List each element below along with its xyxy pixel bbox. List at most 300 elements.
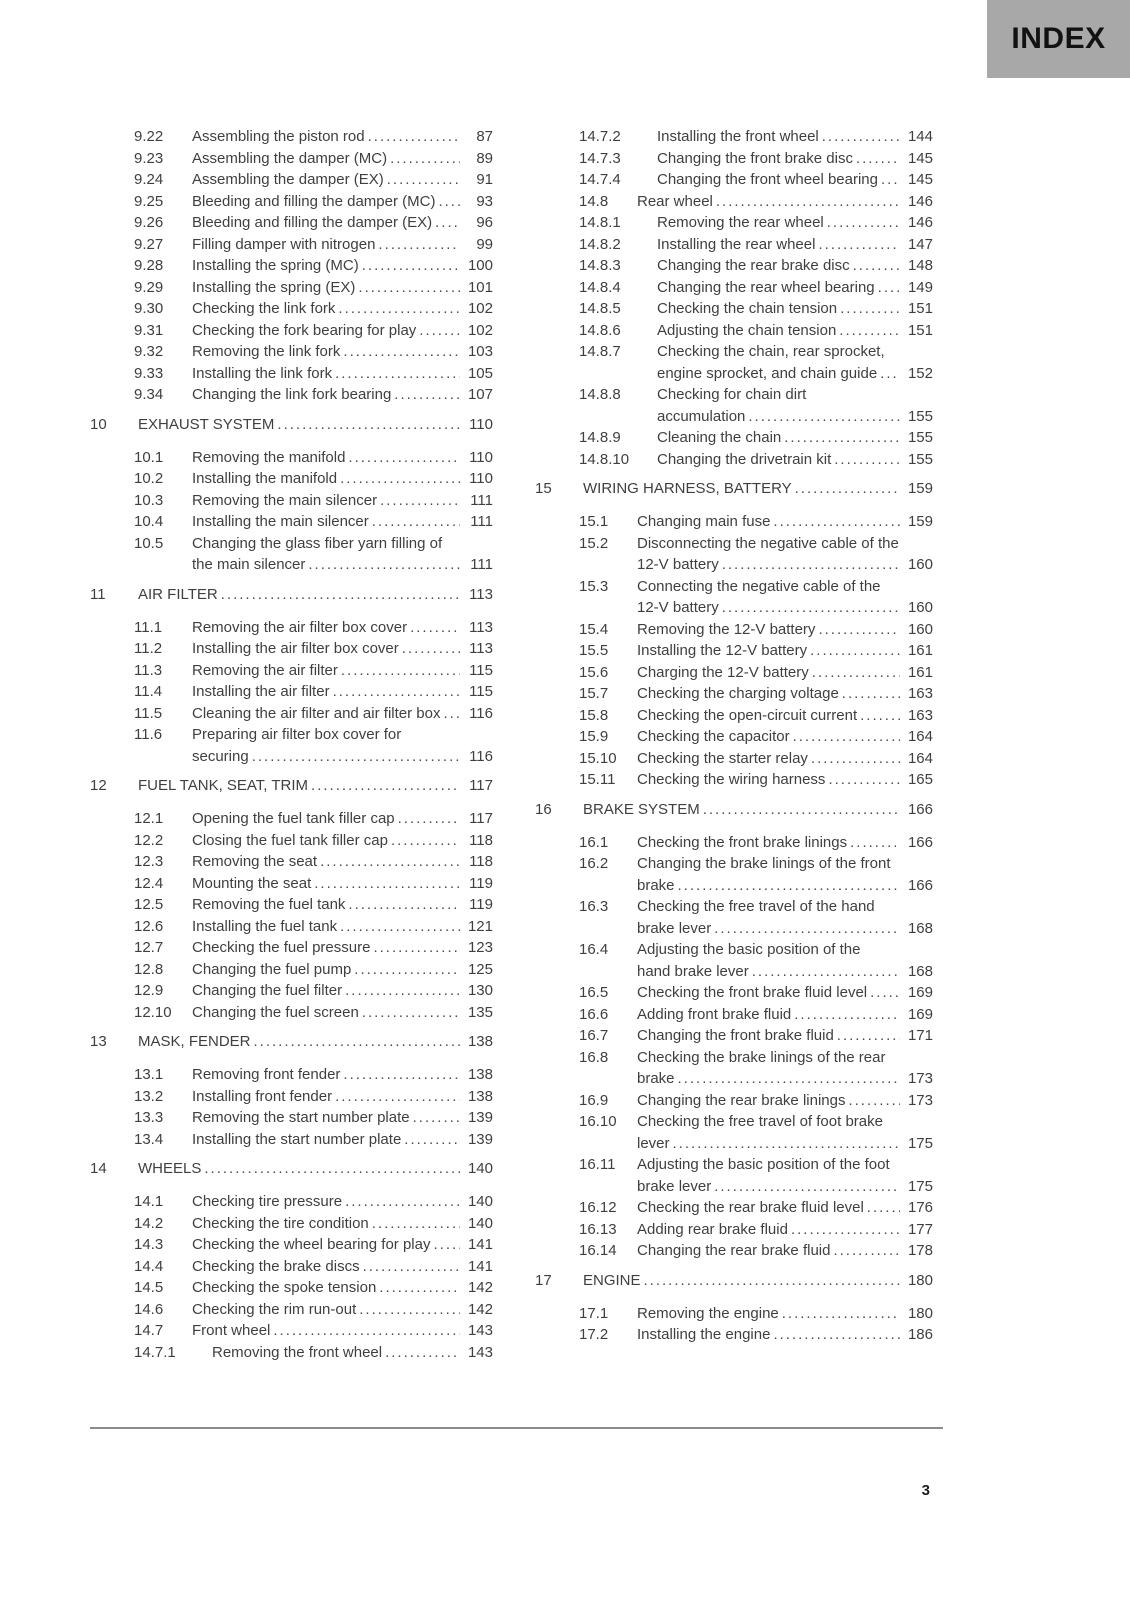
toc-entry-row[interactable] (535, 449, 933, 471)
dot-leader (881, 169, 900, 191)
dot-leader (362, 1002, 460, 1024)
toc-entry-line (637, 875, 933, 897)
toc-entry-page: 175 (907, 1177, 933, 1195)
toc-entry-line (192, 148, 493, 170)
dot-leader (703, 799, 900, 821)
toc-entry-title: Removing the engine (637, 1304, 779, 1322)
dot-leader (722, 597, 900, 619)
dot-leader (880, 363, 900, 385)
toc-entry-number: 14.8.4 (579, 278, 621, 296)
toc-entry-page: 159 (907, 513, 933, 530)
toc-entry-title: Removing the start number plate (192, 1109, 410, 1126)
toc-entry-row[interactable] (535, 234, 933, 256)
toc-entry-page: 160 (907, 556, 933, 573)
toc-entry-row[interactable] (90, 1086, 493, 1108)
toc-entry-row[interactable] (90, 363, 493, 385)
toc-entry-number: 16 (535, 800, 552, 818)
toc-entry-row[interactable] (90, 212, 493, 234)
toc-entry-page: 163 (907, 685, 933, 702)
dot-leader (372, 1213, 460, 1235)
toc-entry-page: 119 (469, 896, 493, 913)
toc-entry-page: 147 (907, 235, 933, 253)
toc-entry-row[interactable] (535, 1324, 933, 1346)
toc-entry-number: 12.4 (134, 874, 164, 892)
toc-entry-page: 141 (467, 1236, 493, 1253)
toc-entry-row[interactable] (535, 148, 933, 170)
dot-leader (810, 640, 900, 662)
toc-entry-page: 180 (907, 1304, 933, 1322)
toc-entry-number: 9.22 (134, 128, 164, 145)
toc-entry-row[interactable] (535, 126, 933, 148)
toc-entry-row[interactable] (90, 980, 493, 1002)
toc-entry-line (637, 1219, 933, 1241)
toc-entry-number: 16.6 (579, 1005, 609, 1023)
toc-entry-number: 9.32 (134, 343, 164, 360)
toc-entry-number: 14.7.3 (579, 149, 621, 167)
toc-entry-line (192, 511, 493, 533)
toc-entry-title: Checking the wiring harness (637, 771, 826, 788)
dot-leader (878, 277, 900, 299)
toc-entry-text (637, 1004, 933, 1026)
dot-leader (752, 961, 900, 983)
toc-entry-title: FUEL TANK, SEAT, TRIM (138, 777, 309, 794)
dot-leader (678, 1068, 900, 1090)
dot-leader (856, 148, 900, 170)
toc-entry-row[interactable] (535, 191, 933, 213)
toc-entry-row[interactable] (535, 769, 933, 791)
toc-entry-line (637, 1197, 933, 1219)
toc-entry-title: Opening the fuel tank filler cap (192, 810, 395, 827)
toc-entry-row[interactable] (90, 660, 493, 682)
toc-entry-page: 146 (907, 214, 933, 231)
toc-entry-page: 110 (469, 470, 493, 487)
toc-entry-title: Checking tire pressure (192, 1193, 343, 1210)
toc-entry-row[interactable] (535, 533, 933, 576)
toc-entry-line (212, 1342, 493, 1364)
toc-entry-page: 99 (476, 235, 493, 253)
toc-entry-row[interactable] (535, 662, 933, 684)
toc-entry-page: 111 (470, 556, 493, 573)
toc-entry-title: Checking the capacitor (637, 728, 790, 745)
toc-entry-number: 11.3 (134, 661, 163, 679)
toc-entry-row[interactable] (90, 937, 493, 959)
toc-entry-number: 9.25 (134, 192, 164, 210)
toc-entry-text (637, 683, 933, 705)
toc-entry-page: 115 (469, 661, 493, 679)
toc-entry-title: Closing the fuel tank filler cap (192, 831, 388, 849)
dot-leader (363, 1256, 460, 1278)
toc-entry-title: Changing the front wheel bearing (657, 171, 878, 188)
toc-entry-row[interactable] (90, 191, 493, 213)
toc-entry-title: Installing the spring (EX) (192, 278, 356, 296)
toc-entry-row[interactable] (90, 341, 493, 363)
toc-entry-number: 12.8 (134, 960, 164, 978)
toc-entry-row[interactable] (535, 341, 933, 384)
toc-entry-row[interactable] (90, 511, 493, 533)
toc-entry-page: 142 (467, 1300, 493, 1318)
toc-entry-text (192, 255, 493, 277)
dot-leader (433, 1234, 460, 1256)
toc-entry-row[interactable] (535, 1197, 933, 1219)
toc-entry-row[interactable] (90, 638, 493, 660)
toc-entry-text (637, 640, 933, 662)
toc-entry-page: 176 (907, 1199, 933, 1216)
toc-entry-number: 14.8.1 (579, 214, 621, 231)
toc-entry-row[interactable] (535, 212, 933, 234)
toc-entry-title: Installing the main silencer (192, 513, 369, 530)
toc-entry-text (657, 449, 933, 471)
toc-entry-text (657, 148, 933, 170)
toc-entry-line (637, 1154, 933, 1176)
toc-entry-row[interactable] (90, 447, 493, 469)
toc-entry-title: Front wheel (192, 1322, 271, 1339)
toc-entry-line (192, 1299, 493, 1321)
toc-entry-row[interactable] (90, 916, 493, 938)
toc-entry-page: 135 (467, 1003, 493, 1021)
toc-entry-number: 13 (90, 1033, 107, 1050)
toc-entry-title: Checking the chain, rear sprocket, (657, 343, 885, 360)
toc-entry-row[interactable] (90, 1320, 493, 1342)
toc-entry-page: 107 (467, 386, 493, 403)
dot-leader (402, 638, 460, 660)
toc-entry-row[interactable] (535, 277, 933, 299)
toc-entry-row[interactable] (90, 1107, 493, 1129)
toc-entry-row[interactable] (90, 1064, 493, 1086)
toc-entry-row[interactable] (535, 982, 933, 1004)
toc-entry-page: 117 (469, 810, 493, 827)
toc-entry-page: 186 (907, 1326, 933, 1343)
toc-entry-page: 138 (467, 1033, 493, 1050)
toc-entry-text (192, 468, 493, 490)
toc-entry-number: 16.11 (579, 1156, 616, 1173)
toc-entry-number: 12.2 (134, 831, 164, 849)
toc-entry-row[interactable] (535, 683, 933, 705)
dot-leader (343, 1064, 460, 1086)
toc-entry-text (657, 427, 933, 449)
toc-entry-row[interactable] (535, 1154, 933, 1197)
toc-entry-page: 152 (907, 364, 933, 382)
toc-entry-line (192, 1064, 493, 1086)
toc-entry-row[interactable] (535, 320, 933, 342)
toc-entry-number: 9.31 (134, 321, 164, 339)
toc-chapter-row[interactable] (90, 584, 493, 606)
dot-leader (387, 169, 460, 191)
toc-entry-row[interactable] (90, 277, 493, 299)
toc-entry-row[interactable] (90, 681, 493, 703)
toc-entry-page: 161 (907, 663, 933, 681)
toc-entry-row[interactable] (535, 1025, 933, 1047)
toc-entry-line (192, 1191, 493, 1213)
toc-entry-row[interactable] (90, 959, 493, 981)
toc-entry-title: Changing the fuel screen (192, 1003, 359, 1021)
toc-entry-row[interactable] (90, 617, 493, 639)
toc-entry-row[interactable] (90, 873, 493, 895)
toc-entry-text (192, 724, 493, 767)
toc-chapter-row[interactable] (90, 1158, 493, 1180)
toc-entry-row[interactable] (535, 748, 933, 770)
toc-entry-page: 144 (907, 128, 933, 145)
toc-entry-line (192, 468, 493, 490)
toc-entry-row[interactable] (535, 511, 933, 533)
toc-entry-title: Checking for chain dirt (657, 386, 807, 403)
toc-entry-line (192, 234, 493, 256)
toc-entry-number: 14.2 (134, 1214, 164, 1232)
toc-entry-title: Filling damper with nitrogen (192, 235, 376, 253)
toc-entry-line (192, 191, 493, 213)
toc-entry-row[interactable] (90, 851, 493, 873)
toc-entry-page: 100 (467, 257, 493, 274)
toc-entry-page: 91 (476, 171, 493, 188)
dot-leader (818, 619, 900, 641)
toc-entry-row[interactable] (535, 619, 933, 641)
toc-entry-page: 111 (470, 491, 493, 509)
toc-entry-text (637, 726, 933, 748)
toc-entry-row[interactable] (535, 169, 933, 191)
toc-entry-row[interactable] (535, 939, 933, 982)
toc-entry-row[interactable] (535, 853, 933, 896)
toc-entry-row[interactable] (90, 894, 493, 916)
toc-entry-line (192, 873, 493, 895)
toc-entry-number: 15.8 (579, 706, 609, 724)
toc-entry-page: 160 (907, 620, 933, 638)
dot-leader (373, 937, 460, 959)
toc-entry-page: 115 (469, 683, 493, 700)
toc-entry-row[interactable] (535, 705, 933, 727)
toc-entry-page: 175 (907, 1134, 933, 1152)
toc-column-left (90, 126, 493, 1363)
toc-entry-number: 13.1 (134, 1066, 164, 1083)
toc-entry-text (138, 584, 493, 606)
toc-entry-number: 14.8.10 (579, 450, 630, 468)
toc-entry-row[interactable] (535, 1303, 933, 1325)
dot-leader (308, 554, 460, 576)
toc-entry-row[interactable] (90, 169, 493, 191)
toc-entry-row[interactable] (90, 1277, 493, 1299)
toc-entry-row[interactable] (90, 126, 493, 148)
toc-entry-text (192, 363, 493, 385)
toc-entry-row[interactable] (90, 830, 493, 852)
toc-entry-row[interactable] (90, 703, 493, 725)
toc-entry-line (657, 363, 933, 385)
toc-entry-row[interactable] (535, 1240, 933, 1262)
toc-entry-row[interactable] (535, 576, 933, 619)
dot-leader (827, 212, 900, 234)
toc-entry-page: 166 (907, 833, 933, 851)
toc-entry-line (637, 640, 933, 662)
dot-leader (273, 1320, 460, 1342)
toc-entry-row[interactable] (535, 1111, 933, 1154)
toc-entry-title: lever (637, 1134, 670, 1152)
toc-entry-line (192, 724, 493, 746)
toc-entry-line (192, 554, 493, 576)
toc-entry-row[interactable] (90, 533, 493, 576)
toc-entry-line (192, 894, 493, 916)
toc-entry-title: Checking the spoke tension (192, 1279, 377, 1296)
toc-entry-text (637, 576, 933, 619)
toc-entry-number: 9.26 (134, 214, 164, 231)
toc-entry-line (192, 937, 493, 959)
dot-leader (362, 255, 460, 277)
toc-entry-row[interactable] (535, 255, 933, 277)
toc-entry-row[interactable] (535, 726, 933, 748)
toc-entry-row[interactable] (535, 1004, 933, 1026)
toc-entry-line (192, 363, 493, 385)
dot-leader (340, 468, 460, 490)
toc-entry-row[interactable] (90, 255, 493, 277)
toc-entry-row[interactable] (90, 1342, 493, 1364)
toc-entry-line (637, 705, 933, 727)
toc-entry-row[interactable] (90, 1299, 493, 1321)
dot-leader (842, 683, 900, 705)
toc-entry-title: Removing the main silencer (192, 491, 378, 509)
toc-entry-number: 14.8.8 (579, 386, 621, 403)
toc-chapter-row[interactable] (535, 1270, 933, 1292)
toc-entry-text (192, 959, 493, 981)
toc-entry-row[interactable] (535, 832, 933, 854)
toc-entry-row[interactable] (90, 1213, 493, 1235)
toc-entry-row[interactable] (90, 1191, 493, 1213)
toc-entry-line (192, 447, 493, 469)
toc-entry-number: 16.5 (579, 984, 609, 1001)
toc-entry-row[interactable] (90, 148, 493, 170)
toc-entry-row[interactable] (90, 298, 493, 320)
toc-entry-page: 130 (467, 982, 493, 999)
toc-entry-text (637, 1219, 933, 1241)
toc-entry-page: 173 (907, 1070, 933, 1087)
toc-entry-number: 12 (90, 777, 107, 794)
toc-entry-page: 138 (467, 1066, 493, 1083)
toc-entry-number: 15.2 (579, 534, 609, 552)
toc-entry-line (657, 427, 933, 449)
toc-entry-text (637, 939, 933, 982)
toc-entry-title: WIRING HARNESS, BATTERY (583, 480, 792, 497)
toc-entry-line (657, 320, 933, 342)
toc-chapter-row[interactable] (90, 414, 493, 436)
toc-entry-line (583, 1270, 933, 1292)
toc-entry-title: Installing the manifold (192, 470, 338, 487)
toc-entry-number: 14.7.4 (579, 171, 621, 188)
toc-entry-row[interactable] (90, 1234, 493, 1256)
dot-leader (413, 1107, 460, 1129)
toc-entry-row[interactable] (535, 384, 933, 427)
toc-entry-number: 10 (90, 415, 107, 433)
toc-entry-row[interactable] (535, 1090, 933, 1112)
toc-entry-row[interactable] (90, 1002, 493, 1024)
toc-entry-row[interactable] (535, 1219, 933, 1241)
toc-entry-title: Charging the 12-V battery (637, 663, 809, 681)
toc-entry-text (192, 980, 493, 1002)
toc-entry-number: 14.8.3 (579, 257, 621, 274)
toc-entry-title: EXHAUST SYSTEM (138, 415, 275, 433)
dot-leader (867, 1197, 900, 1219)
toc-entry-title: Mounting the seat (192, 874, 312, 892)
toc-chapter-row[interactable] (535, 478, 933, 500)
toc-entry-row[interactable] (535, 896, 933, 939)
toc-entry-line (192, 1256, 493, 1278)
toc-entry-number: 17.1 (579, 1304, 609, 1322)
toc-entry-number: 9.24 (134, 171, 164, 188)
toc-chapter-row[interactable] (535, 799, 933, 821)
toc-chapter-row[interactable] (90, 1031, 493, 1053)
toc-entry-row[interactable] (90, 384, 493, 406)
toc-entry-row[interactable] (90, 1129, 493, 1151)
toc-entry-text (637, 1111, 933, 1154)
toc-entry-text (637, 832, 933, 854)
toc-entry-page: 165 (907, 771, 933, 788)
toc-entry-text (657, 320, 933, 342)
toc-entry-row[interactable] (535, 298, 933, 320)
toc-entry-text (138, 1031, 493, 1053)
toc-entry-text (192, 830, 493, 852)
toc-entry-title: Changing the front brake disc (657, 149, 853, 167)
toc-chapter-row[interactable] (90, 775, 493, 797)
toc-entry-page: 171 (907, 1027, 933, 1044)
toc-entry-row[interactable] (535, 640, 933, 662)
toc-entry-number: 17.2 (579, 1326, 609, 1343)
toc-entry-title: brake (637, 876, 675, 894)
toc-entry-number: 14.6 (134, 1300, 164, 1318)
toc-entry-row[interactable] (90, 234, 493, 256)
toc-entry-line (138, 1158, 493, 1180)
dot-leader (221, 584, 460, 606)
toc-entry-row[interactable] (90, 490, 493, 512)
toc-entry-text (637, 1324, 933, 1346)
toc-entry-text (192, 1064, 493, 1086)
toc-entry-number: 15.6 (579, 663, 609, 681)
toc-entry-row[interactable] (535, 427, 933, 449)
toc-entry-number: 12.6 (134, 917, 164, 935)
toc-entry-row[interactable] (90, 724, 493, 767)
toc-entry-text (657, 298, 933, 320)
toc-entry-page: 89 (476, 149, 493, 167)
toc-entry-row[interactable] (535, 1047, 933, 1090)
toc-entry-title: Assembling the damper (EX) (192, 171, 384, 188)
toc-entry-row[interactable] (90, 320, 493, 342)
toc-entry-line (637, 982, 933, 1004)
toc-entry-title: hand brake lever (637, 962, 749, 980)
toc-entry-line (637, 961, 933, 983)
dot-leader (379, 1277, 460, 1299)
toc-entry-line (192, 746, 493, 768)
toc-entry-line (192, 126, 493, 148)
dot-leader (870, 982, 900, 1004)
toc-entry-row[interactable] (90, 808, 493, 830)
toc-entry-number: 10.5 (134, 534, 164, 552)
toc-entry-title: Assembling the piston rod (192, 128, 365, 145)
toc-entry-row[interactable] (90, 1256, 493, 1278)
toc-entry-line (192, 298, 493, 320)
toc-entry-number: 14.1 (134, 1193, 164, 1210)
dot-leader (358, 277, 460, 299)
toc-entry-page: 93 (476, 192, 493, 210)
toc-entry-number: 15.7 (579, 685, 609, 702)
toc-entry-page: 102 (467, 321, 493, 339)
toc-entry-title: engine sprocket, and chain guide (657, 364, 878, 382)
toc-entry-title: Cleaning the air filter and air filter box (192, 704, 441, 722)
toc-entry-text (637, 1090, 933, 1112)
toc-entry-line (138, 1031, 493, 1053)
toc-entry-number: 10.1 (134, 448, 164, 466)
toc-entry-text (192, 851, 493, 873)
toc-entry-number: 10.4 (134, 513, 164, 530)
toc-entry-row[interactable] (90, 468, 493, 490)
toc-entry-number: 14.8 (579, 192, 609, 210)
toc-entry-page: 149 (907, 278, 933, 296)
toc-entry-title: Changing the front brake fluid (637, 1027, 834, 1044)
toc-entry-page: 139 (467, 1130, 493, 1148)
dot-leader (394, 384, 460, 406)
toc-entry-line (192, 916, 493, 938)
